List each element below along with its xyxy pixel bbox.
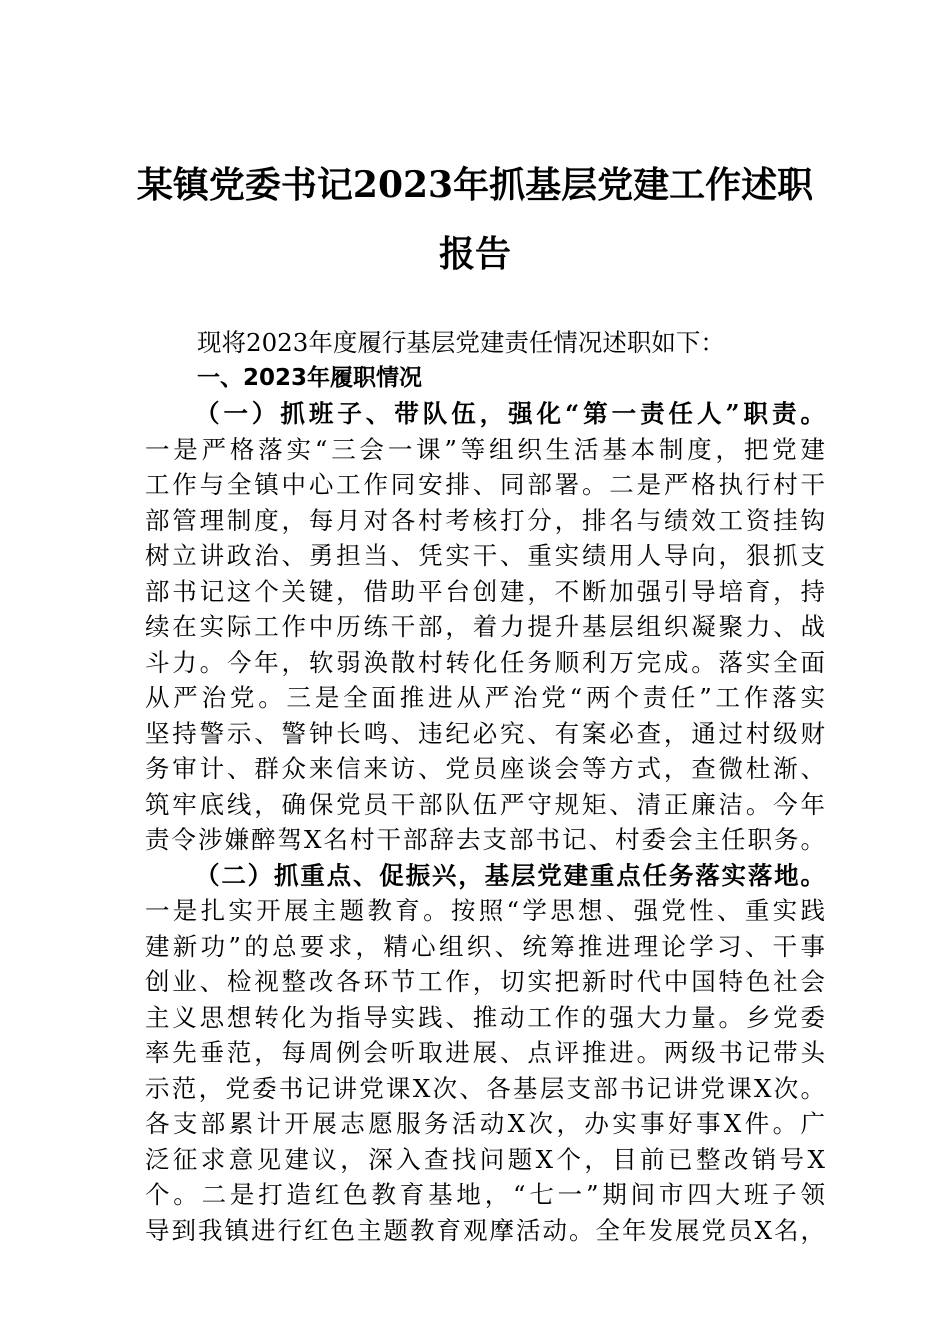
document-title-line1: 某镇党委书记2023年抓基层党建工作述职: [136, 164, 814, 206]
intro-paragraph: 现将2023年度履行基层党建责任情况述职如下：: [197, 328, 725, 357]
paragraph-line: 个。二是打造红色教育基地，“七一”期间市四大班子领: [145, 1180, 825, 1209]
paragraph-line: 筑牢底线，确保党员干部队伍严守规矩、清正廉洁。今年: [145, 789, 825, 819]
paragraph-line: 责令涉嫌醉驾X名村干部辞去支部书记、村委会主任职务。: [145, 825, 825, 854]
paragraph-line: 从严治党。三是全面推进从严治党“两个责任”工作落实: [145, 683, 825, 712]
document-title-line2: 报告: [438, 233, 511, 275]
paragraph-line: 创业、检视整改各环节工作，切实把新时代中国特色社会: [145, 967, 825, 996]
section-heading-1: 一、2023年履职情况: [197, 364, 423, 391]
paragraph-line: 续在实际工作中历练干部，着力提升基层组织凝聚力、战: [145, 612, 825, 641]
paragraph-line: 一是扎实开展主题教育。按照“学思想、强党性、重实践: [145, 896, 825, 925]
paragraph-line: 主义思想转化为指导实践、推动工作的强大力量。乡党委: [145, 1002, 825, 1032]
paragraph-line: 部管理制度，每月对各村考核打分，排名与绩效工资挂钩: [145, 505, 825, 535]
subsection-heading-1: （一）抓班子、带队伍，强化“第一责任人”职责。: [195, 399, 825, 428]
paragraph-line: 斗力。今年，软弱涣散村转化任务顺利万完成。落实全面: [145, 647, 825, 677]
paragraph-line: 部书记这个关键，借助平台创建，不断加强引导培育，持: [145, 576, 825, 606]
document-body: [145, 325, 825, 1248]
paragraph-line: 导到我镇进行红色主题教育观摩活动。全年发展党员X名，: [145, 1215, 825, 1245]
paragraph-line: 建新功”的总要求，精心组织、统筹推进理论学习、干事: [145, 931, 825, 961]
paragraph-line: 示范，党委书记讲党课X次、各基层支部书记讲党课X次。: [145, 1073, 825, 1103]
paragraph-line: 树立讲政治、勇担当、凭实干、重实绩用人导向，狠抓支: [145, 541, 825, 570]
paragraph-line: 率先垂范，每周例会听取进展、点评推进。两级书记带头: [145, 1038, 825, 1067]
paragraph-line: 各支部累计开展志愿服务活动X次，办实事好事X件。广: [145, 1109, 825, 1138]
paragraph-line: 一是严格落实“三会一课”等组织生活基本制度，把党建: [145, 434, 825, 464]
paragraph-line: 工作与全镇中心工作同安排、同部署。二是严格执行村干: [145, 470, 825, 499]
paragraph-line: 坚持警示、警钟长鸣、违纪必究、有案必查，通过村级财: [145, 718, 825, 748]
paragraph-line: 泛征求意见建议，深入查找问题X个，目前已整改销号X: [145, 1144, 825, 1174]
subsection-heading-2: （二）抓重点、促振兴，基层党建重点任务落实落地。: [195, 860, 825, 890]
paragraph-line: 务审计、群众来信来访、党员座谈会等方式，查微杜渐、: [145, 754, 825, 783]
